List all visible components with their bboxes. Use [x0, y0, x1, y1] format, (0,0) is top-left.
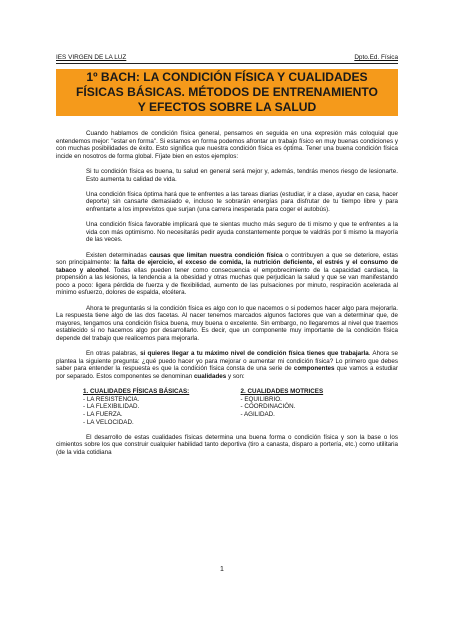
bold-span: la falta de ejercicio, el exceso de comida, la nutrición deficiente, el estrés y el consumo de tabaco y alcohol — [56, 259, 399, 274]
page-number: 1 — [220, 566, 224, 573]
qualities-columns — [83, 388, 398, 426]
paragraph-intro: Cuando hablamos de condición física general, pensamos en seguida en una expresión más coloquial que entendemos mejor: "estar en forma". Si estamos en forma podemos afrontar un trabajo físico en muy buenas condiciones y con muchas posibilidades de éxito. Esto significa que nuestra condición física es óptima. Tener una buena condición física incide en nosotros de forma global. Fíjate bien en estos ejemplos: — [56, 130, 398, 160]
school-name: IES VIRGEN DE LA LUZ — [56, 54, 127, 61]
document-body — [56, 130, 398, 464]
list-item: - LA FLEXIBILIDAD. — [83, 403, 140, 411]
motor-qualities-list — [241, 388, 399, 426]
title-line-1: 1º BACH: LA CONDICIÓN FÍSICA Y CUALIDADES — [86, 70, 368, 84]
physical-qualities-heading: 1. CUALIDADES FÍSICAS BÁSICAS: — [83, 388, 190, 396]
physical-qualities-list — [83, 388, 241, 426]
example-health: Si tu condición física es buena, tu salud en general será mejor y, además, tendrás menos riesgo de lesionarte. Esto aumenta tu calidad de vida. — [86, 167, 398, 183]
example-confidence: Una condición física favorable implicará que te sientas mucho más seguro de ti mismo y que te enfrentes a la vida con más optimismo. No necesitarás pedir ayuda constantemente porque te valdrás por ti mismo la mayoría de las veces. — [86, 221, 398, 244]
text-span: . Ahora se plantea la siguiente pregunta: ¿qué puedo hacer yo para mejorar o aumentar mi condición física? Lo primero que debes saber para entender la respuesta es que la condición física consta de una serie de — [56, 350, 398, 373]
list-item: - LA VELOCIDAD. — [83, 418, 134, 426]
bold-span: causas que limitan nuestra condición física — [149, 251, 283, 259]
list-item: - COORDINACIÓN. — [240, 403, 296, 411]
page-header — [56, 54, 398, 64]
text-span: Existen determinadas — [86, 251, 150, 259]
paragraph-nature: Ahora te preguntarás si la condición física es algo con lo que nacemos o si podemos hacer algo para mejorarla. La respuesta tiene algo de las dos facetas. Al nacer tenemos marcados algunos factores que van a determinar que, de mayores, tengamos una condición física buena, muy buena o excelente. Sin embargo, no llegaremos al nivel que traemos establecido si no hacemos algo por desarrollarlo. Es decir, que un componente muy importante de la condición física depende del trabajo que realicemos para mejorarla. — [56, 304, 398, 343]
bold-span: si quieres llegar a tu máximo nivel de condición física tienes que trabajarla — [140, 350, 369, 358]
title-line-2: FÍSICAS BÁSICAS. MÉTODOS DE ENTRENAMIENTO — [76, 85, 378, 99]
motor-qualities-heading: 2. CUALIDADES MOTRICES — [240, 388, 324, 396]
text-span: que vamos a estudiar por separado. Estos componentes se denominan — [56, 365, 398, 380]
paragraph-development: El desarrollo de estas cualidades físicas determina una buena forma o condición física y son la base o los cimientos sobre los que construir cualquier habilidad tanto deportiva (tiro a canasta, disparo a portería, etc.) como utilitaria (de la vida cotidiana — [56, 433, 398, 456]
list-item: - LA FUERZA. — [83, 410, 123, 418]
text-span: En otras palabras, — [86, 350, 141, 358]
title-line-3: Y EFECTOS SOBRE LA SALUD — [137, 100, 317, 114]
department-name: Dpto.Ed. Física — [354, 54, 398, 61]
paragraph-causes — [56, 252, 398, 298]
text-span: y son: — [226, 373, 245, 380]
text-span: o contribuyen a que se deteriore, estas son principalmente: — [56, 251, 398, 267]
paragraph-components — [56, 350, 398, 380]
text-span: . Todas ellas pueden tener como consecuencia el empobrecimiento de la capacidad cardiaca, la propensión a las lesiones, la tendencia a la obesidad y otras muchas que perjudican la salud y que se van manifestando poco a poco: ligera pérdida de fuerza y de flexibilidad, aumento de las pulsaciones por minuto, respiración acelerada al mínimo esfuerzo, dolores de espalda, etcétera. — [56, 266, 398, 297]
list-item: - LA RESISTENCIA. — [83, 395, 140, 403]
example-daily-tasks: Una condición física óptima hará que te enfrentes a las tareas diarias (estudiar, ir a clase, ayudar en casa, hacer deporte) sin cansarte demasiado e, incluso te sobrarán energías para disfrutar de tu tiempo libre y para enfrentarte a los imprevistos que surjan (una carrera inesperada para coger el autobús). — [86, 190, 398, 213]
list-item: - AGILIDAD. — [240, 410, 275, 418]
document-title — [56, 69, 398, 116]
bold-span: cualidades — [193, 373, 227, 380]
bold-span: componentes — [293, 365, 335, 373]
list-item: - EQUILIBRIO. — [240, 395, 282, 403]
